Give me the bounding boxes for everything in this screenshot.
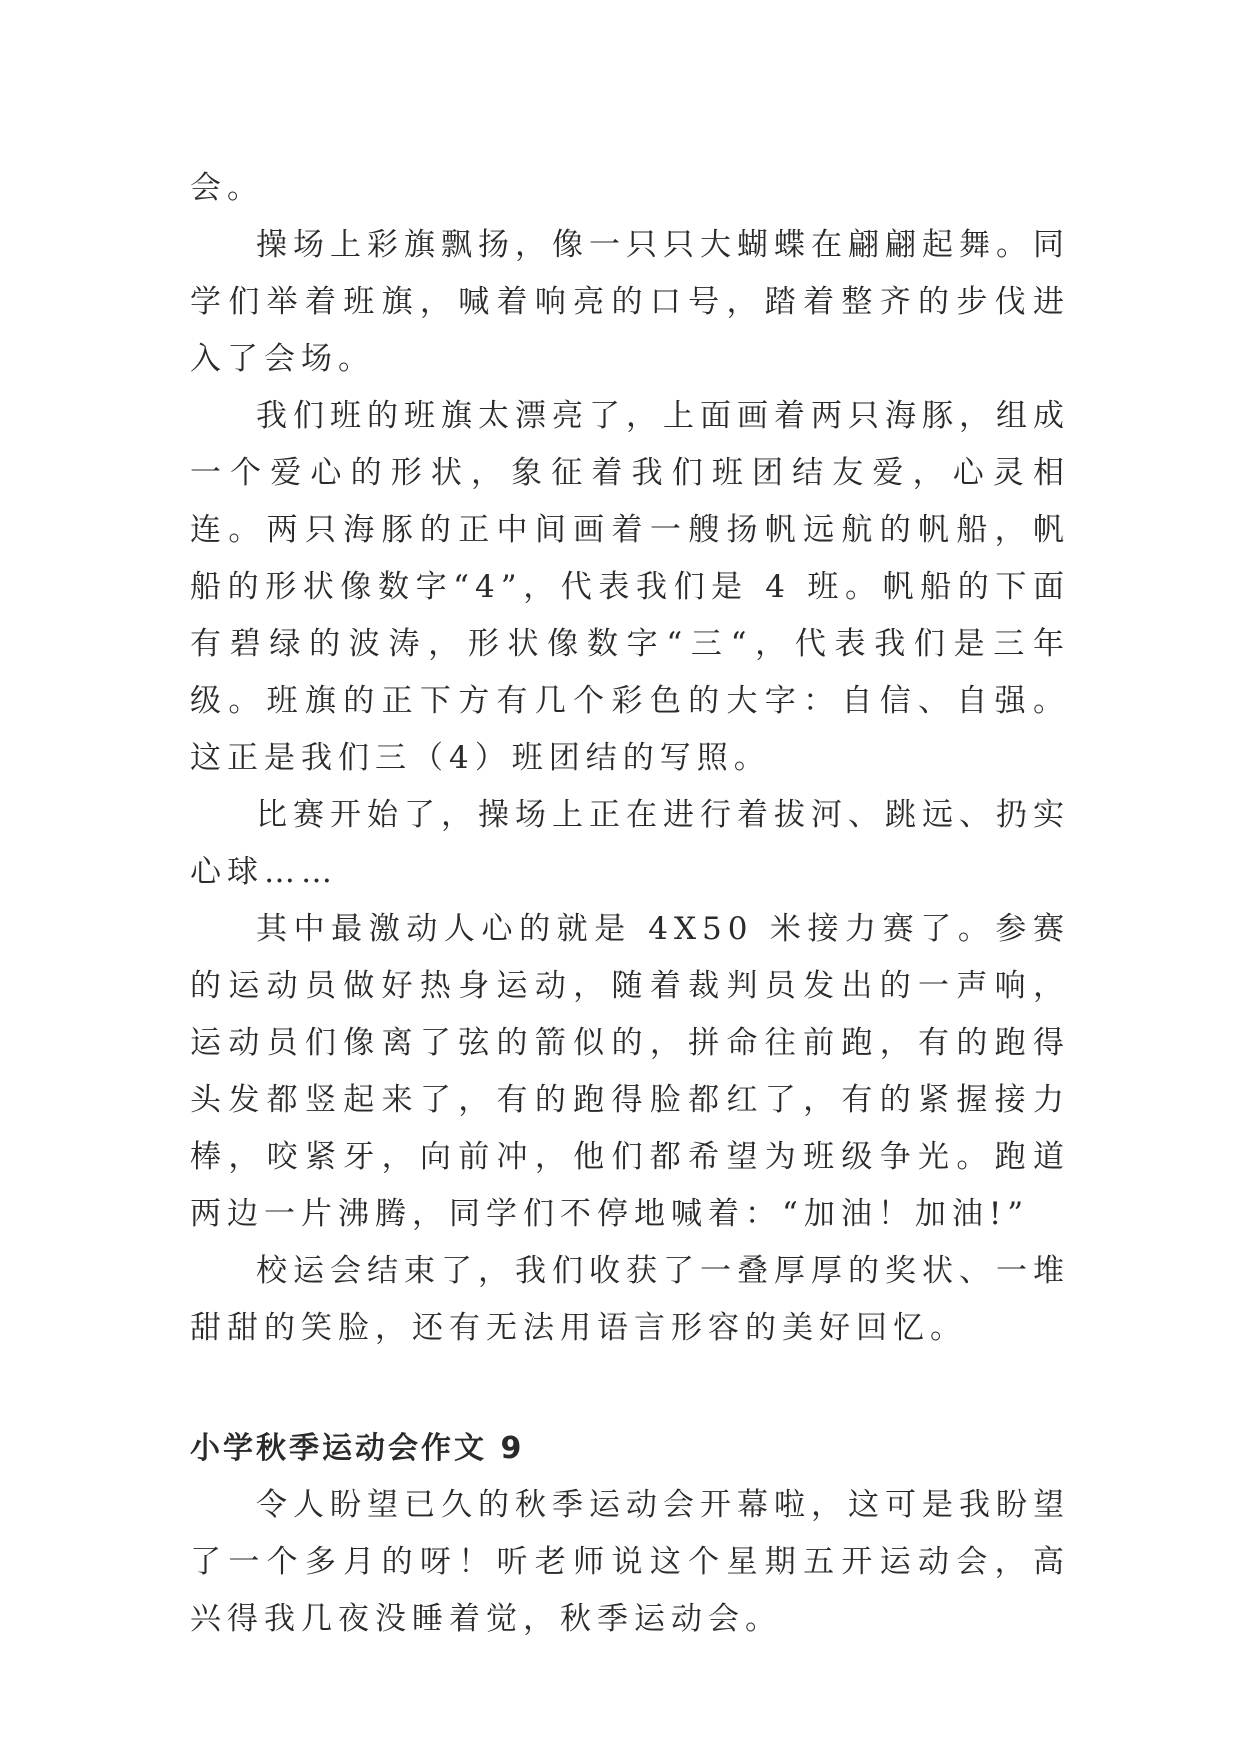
paragraph-playground-flags: 操场上彩旗飘扬，像一只只大蝴蝶在翩翩起舞。同学们举着班旗，喊着响亮的口号，踏着整齐的步伐进入了会场。 — [190, 227, 1070, 377]
paragraph-competition-start: 比赛开始了，操场上正在进行着拔河、跳远、扔实心球…… — [190, 797, 1070, 890]
paragraph-meet-end: 校运会结束了，我们收获了一叠厚厚的奖状、一堆甜甜的笑脸，还有无法用语言形容的美好回忆。 — [190, 1253, 1070, 1346]
document-body — [190, 160, 1070, 1648]
essay-heading: 小学秋季运动会作文 9 — [190, 1431, 525, 1466]
paragraph-relay-race: 其中最激动人心的就是 4X50 米接力赛了。参赛的运动员做好热身运动，随着裁判员发出的一声响，运动员们像离了弦的箭似的，拼命往前跑，有的跑得头发都竖起来了，有的跑得脸都红了，有的紧握接力棒，咬紧牙，向前冲，他们都希望为班级争光。跑道两边一片沸腾，同学们不停地喊着：“加油！加油!” — [190, 911, 1070, 1232]
paragraph-class-flag: 我们班的班旗太漂亮了，上面画着两只海豚，组成一个爱心的形状，象征着我们班团结友爱，心灵相连。两只海豚的正中间画着一艘扬帆远航的帆船，帆船的形状像数字“4”，代表我们是 4 班。帆船的下面有碧绿的波涛，形状像数字“三“，代表我们是三年级。班旗的正下方有几个彩色的大字：自信、自强。这正是我们三（4）班团结的写照。 — [190, 398, 1070, 776]
paragraph-essay9-intro: 令人盼望已久的秋季运动会开幕啦，这可是我盼望了一个多月的呀！听老师说这个星期五开运动会，高兴得我几夜没睡着觉，秋季运动会。 — [190, 1487, 1070, 1637]
paragraph-continuation: 会。 — [190, 170, 264, 206]
